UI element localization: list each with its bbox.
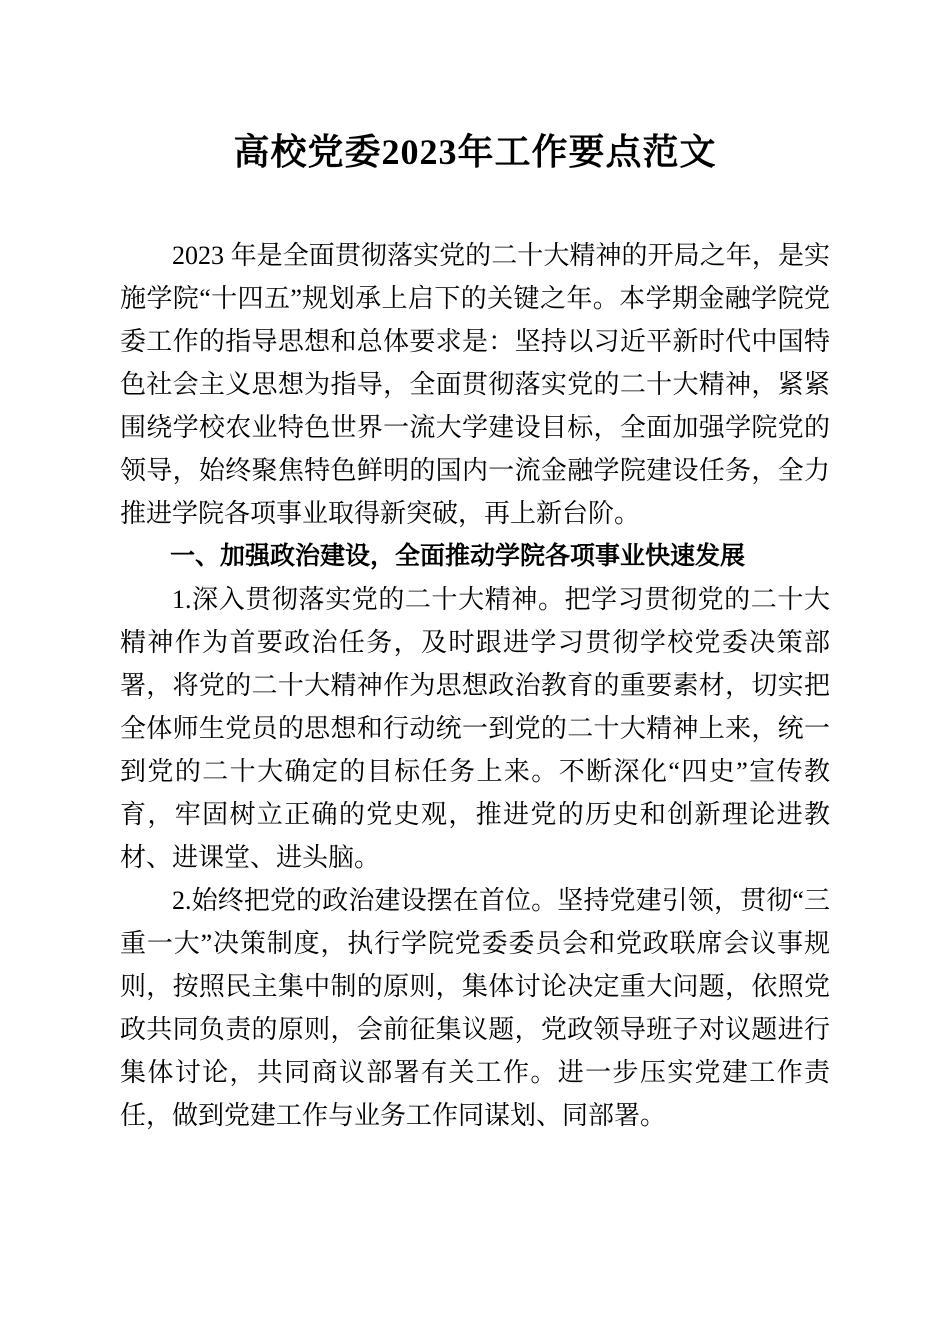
section-heading-1: 一、加强政治建设，全面推动学院各项事业快速发展 (170, 542, 746, 570)
document-title: 高校党委2023年工作要点范文 (233, 132, 717, 172)
paragraph-item-2: 2.始终把党的政治建设摆在首位。坚持党建引领，贯彻“三重一大”决策制度，执行学院党委委员会和党政联席会议事规则，按照民主集中制的原则，集体讨论决定重大问题，依照党政共同负责的原则，会前征集议题，党政领导班子对议题进行集体讨论，共同商议部署有关工作。进一步压实党建工作责任，做到党建工作与业务工作同谋划、同部署。 (120, 886, 830, 1130)
paragraph-intro: 2023 年是全面贯彻落实党的二十大精神的开局之年，是实施学院“十四五”规划承上启下的关键之年。本学期金融学院党委工作的指导思想和总体要求是：坚持以习近平新时代中国特色社会主义思想为指导，全面贯彻落实党的二十大精神，紧紧围绕学校农业特色世界一流大学建设目标，全面加强学院党的领导，始终聚焦特色鲜明的国内一流金融学院建设任务，全力推进学院各项事业取得新突破，再上新台阶。 (120, 241, 830, 528)
paragraph-item-1: 1.深入贯彻落实党的二十大精神。把学习贯彻党的二十大精神作为首要政治任务，及时跟进学习贯彻学校党委决策部署，将党的二十大精神作为思想政治教育的重要素材，切实把全体师生党员的思想和行动统一到党的二十大精神上来，统一到党的二十大确定的目标任务上来。不断深化“四史”宣传教育，牢固树立正确的党史观，推进党的历史和创新理论进教材、进课堂、进头脑。 (120, 585, 830, 872)
